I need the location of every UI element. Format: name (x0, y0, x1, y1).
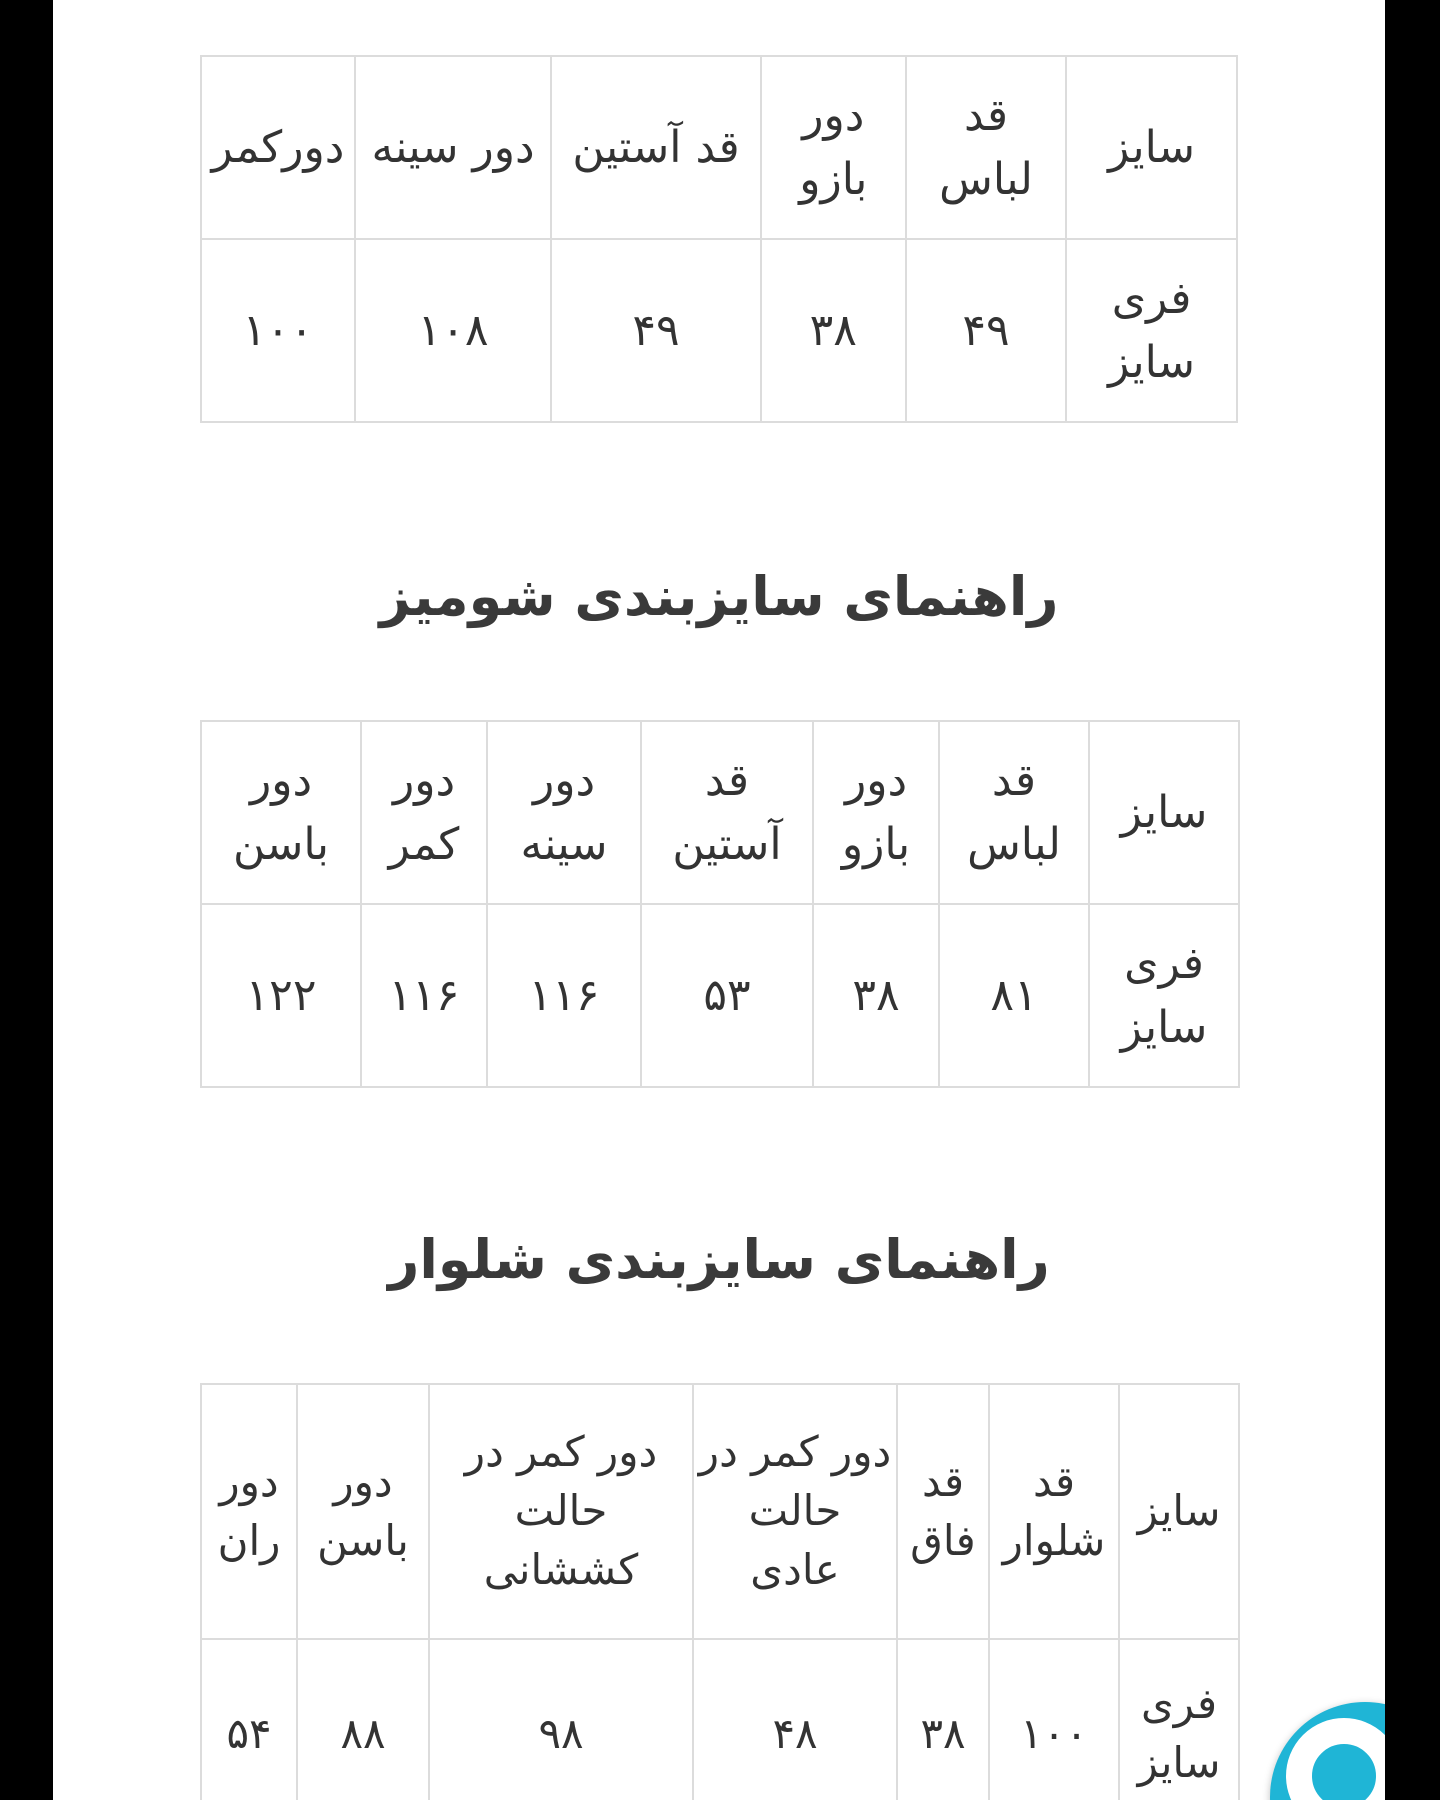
header-cell: قد آستین (641, 721, 813, 904)
header-cell: قد شلوار (989, 1384, 1119, 1639)
header-cell: دور کمر در حالت کششانی (429, 1384, 693, 1639)
table-cell: ۵۴ (201, 1639, 297, 1800)
header-cell: دور بازو (761, 56, 906, 239)
section-title-shirt: راهنمای سایزبندی شومیز (379, 565, 1059, 628)
header-cell: سایز (1066, 56, 1237, 239)
header-cell: دور سینه (355, 56, 552, 239)
section-title-pants: راهنمای سایزبندی شلوار (388, 1228, 1050, 1291)
table-row (201, 904, 1239, 1087)
header-cell: سایز (1119, 1384, 1239, 1639)
header-cell: دورکمر (201, 56, 355, 239)
header-cell: دور سینه (487, 721, 641, 904)
header-cell: قد لباس (906, 56, 1066, 239)
size-table-dress (200, 55, 1238, 423)
page-content (53, 0, 1385, 1800)
table-header-row (201, 56, 1237, 239)
table-cell: ۳۸ (897, 1639, 989, 1800)
table-cell: ۱۰۰ (201, 239, 355, 422)
table-cell: ۱۲۲ (201, 904, 361, 1087)
table-cell: ۴۹ (906, 239, 1066, 422)
table-cell: ۸۱ (939, 904, 1089, 1087)
table-cell: ۱۱۶ (361, 904, 487, 1087)
header-cell: دور ران (201, 1384, 297, 1639)
table-cell: فری سایز (1119, 1639, 1239, 1800)
header-cell: دور باسن (297, 1384, 429, 1639)
table-cell: فری سایز (1066, 239, 1237, 422)
header-cell: دور بازو (813, 721, 939, 904)
table-row (201, 239, 1237, 422)
table-cell: فری سایز (1089, 904, 1239, 1087)
table-cell: ۱۰۰ (989, 1639, 1119, 1800)
size-table-pants (200, 1383, 1240, 1800)
header-cell: قد آستین (551, 56, 760, 239)
size-table-shirt (200, 720, 1240, 1088)
table-header-row (201, 721, 1239, 904)
header-cell: دور کمر (361, 721, 487, 904)
table-cell: ۳۸ (761, 239, 906, 422)
table-cell: ۱۱۶ (487, 904, 641, 1087)
table-cell: ۹۸ (429, 1639, 693, 1800)
table-header-row (201, 1384, 1239, 1639)
table-cell: ۱۰۸ (355, 239, 552, 422)
table-cell: ۸۸ (297, 1639, 429, 1800)
table-cell: ۳۸ (813, 904, 939, 1087)
header-cell: دور باسن (201, 721, 361, 904)
table-cell: ۴۸ (693, 1639, 897, 1800)
header-cell: دور کمر در حالت عادی (693, 1384, 897, 1639)
table-cell: ۴۹ (551, 239, 760, 422)
header-cell: سایز (1089, 721, 1239, 904)
header-cell: قد لباس (939, 721, 1089, 904)
table-row (201, 1639, 1239, 1800)
table-cell: ۵۳ (641, 904, 813, 1087)
header-cell: قد فاق (897, 1384, 989, 1639)
